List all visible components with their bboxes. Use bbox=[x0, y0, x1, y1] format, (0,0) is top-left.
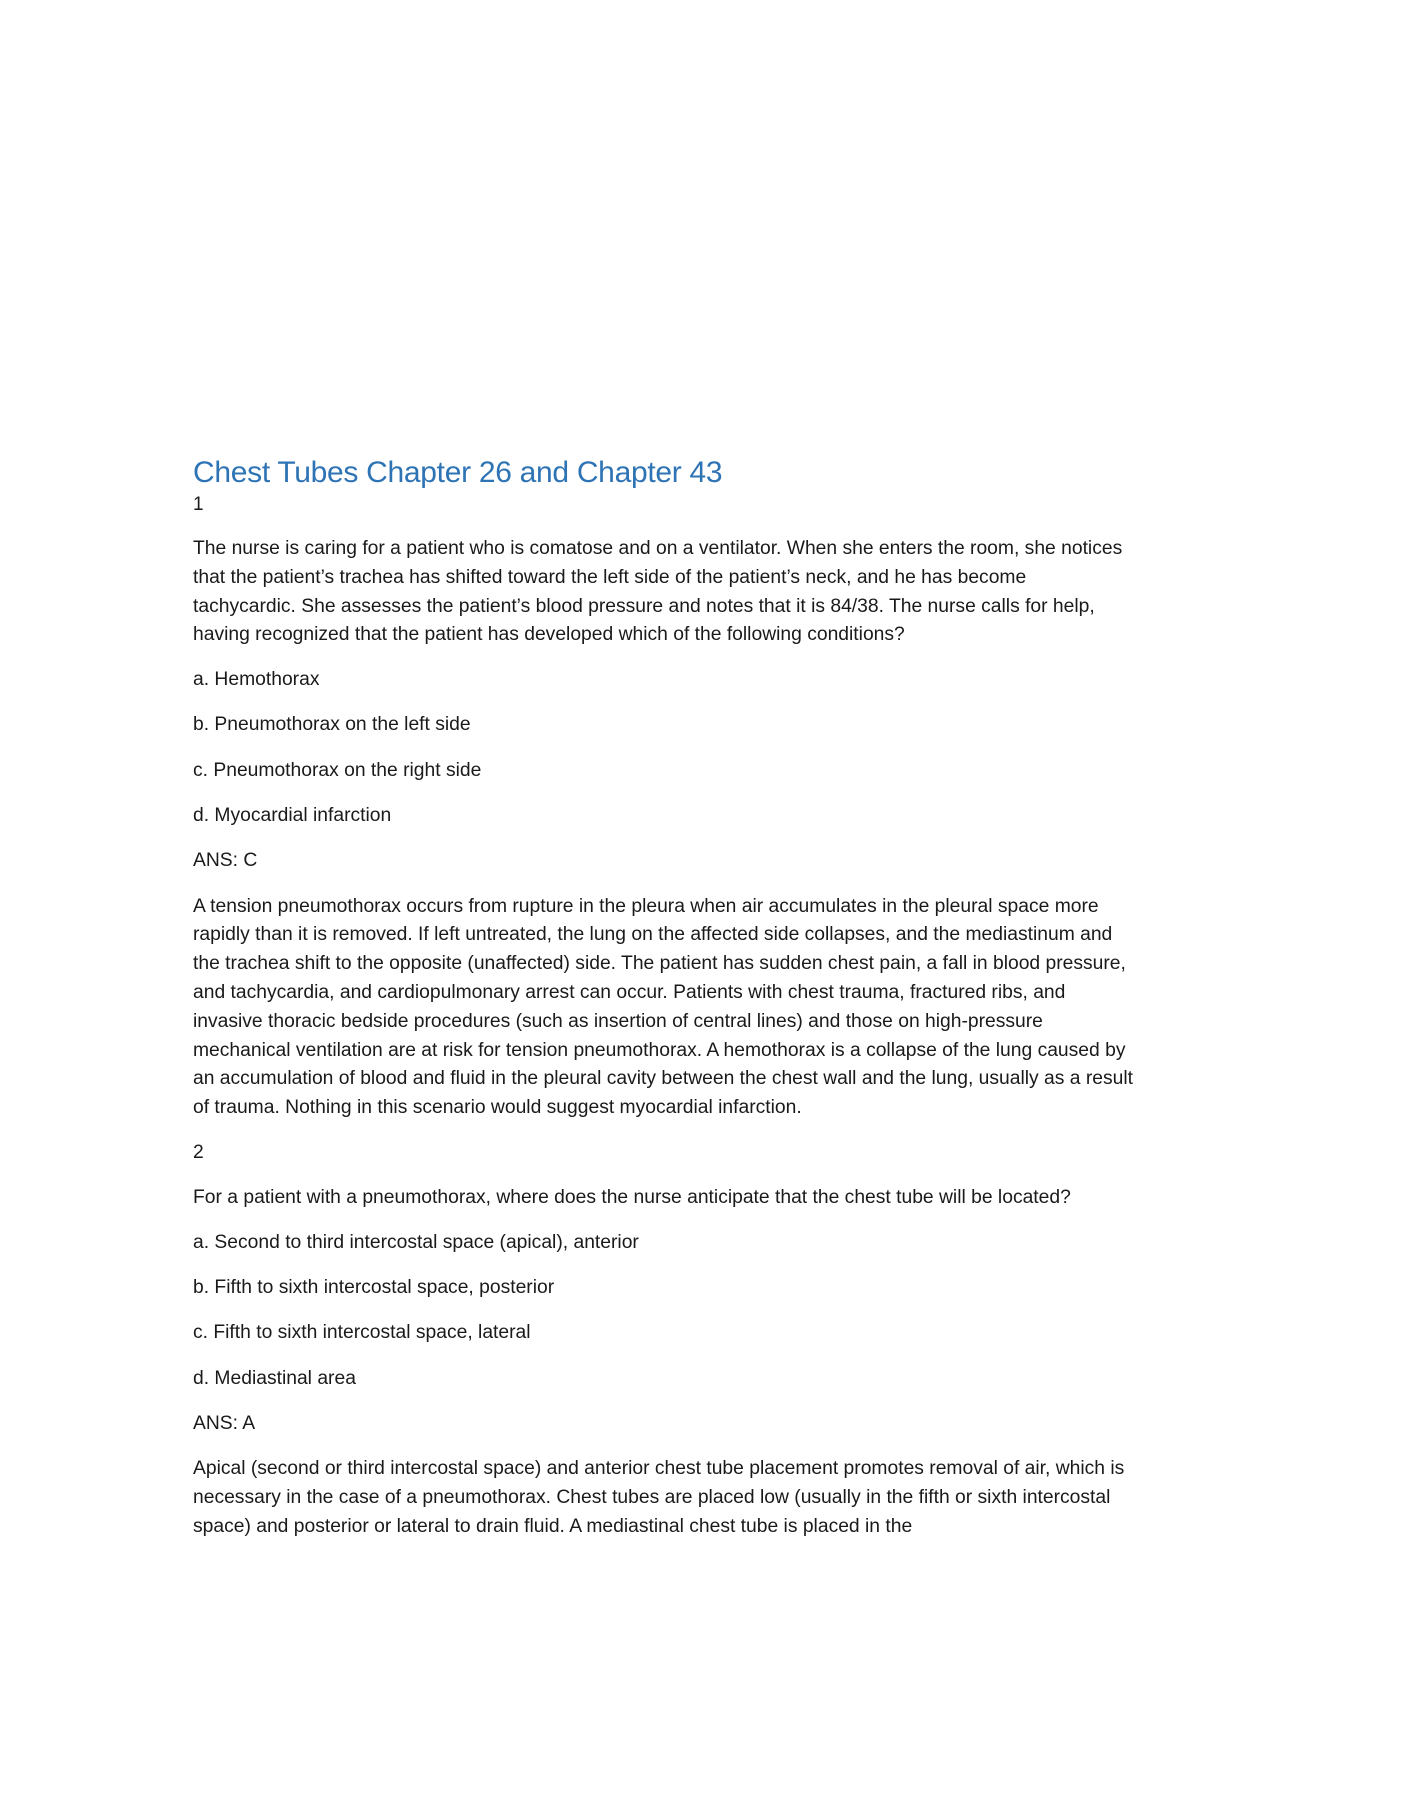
document-title: Chest Tubes Chapter 26 and Chapter 43 bbox=[193, 456, 723, 489]
answer-key: ANS: A bbox=[193, 1412, 256, 1434]
option-b: b. Fifth to sixth intercostal space, posterior bbox=[193, 1276, 555, 1298]
option-d: d. Myocardial infarction bbox=[193, 805, 392, 827]
question-number: 2 bbox=[193, 1142, 204, 1164]
option-c: c. Fifth to sixth intercostal space, lateral bbox=[193, 1322, 531, 1344]
question-2 bbox=[193, 1139, 1133, 1541]
answer-key: ANS: C bbox=[193, 850, 258, 872]
document-page bbox=[193, 455, 1133, 1558]
option-a: a. Hemothorax bbox=[193, 669, 320, 691]
rationale: A tension pneumothorax occurs from rupture in the pleura when air accumulates in the pleural space more rapidly than it is removed. If left untreated, the lung on the affected side collapses, and the mediastinum and the trachea shift to the opposite (unaffected) side. The patient has sudden chest pain, a fall in blood pressure, and tachycardia, and cardiopulmonary arrest can occur. Patients with chest trauma, fractured ribs, and invasive thoracic bedside procedures (such as insertion of central lines) and those on high-pressure mechanical ventilation are at risk for tension pneumothorax. A hemothorax is a collapse of the lung caused by an accumulation of blood and fluid in the pleural cavity between the chest wall and the lung, usually as a result of trauma. Nothing in this scenario would suggest myocardial infarction. bbox=[193, 895, 1134, 1119]
question-stem: The nurse is caring for a patient who is comatose and on a ventilator. When she enters the room, she notices that the patient’s trachea has shifted toward the left side of the patient’s neck, and he has become tachycardic. She assesses the patient’s blood pressure and notes that it is 84/38. The nurse calls for help, having recognized that the patient has developed which of the following conditions? bbox=[193, 538, 1123, 646]
option-c: c. Pneumothorax on the right side bbox=[193, 759, 482, 781]
question-number: 1 bbox=[193, 494, 204, 515]
rationale: Apical (second or third intercostal space) and anterior chest tube placement promotes removal of air, which is necessary in the case of a pneumothorax. Chest tubes are placed low (usually in the fifth or sixth intercostal space) and posterior or lateral to drain fluid. A mediastinal chest tube is placed in the bbox=[193, 1458, 1125, 1537]
option-a: a. Second to third intercostal space (apical), anterior bbox=[193, 1231, 639, 1253]
question-stem: For a patient with a pneumothorax, where does the nurse anticipate that the chest tube will be located? bbox=[193, 1186, 1071, 1208]
question-1 bbox=[193, 491, 1133, 1123]
option-b: b. Pneumothorax on the left side bbox=[193, 714, 471, 736]
option-d: d. Mediastinal area bbox=[193, 1367, 356, 1389]
